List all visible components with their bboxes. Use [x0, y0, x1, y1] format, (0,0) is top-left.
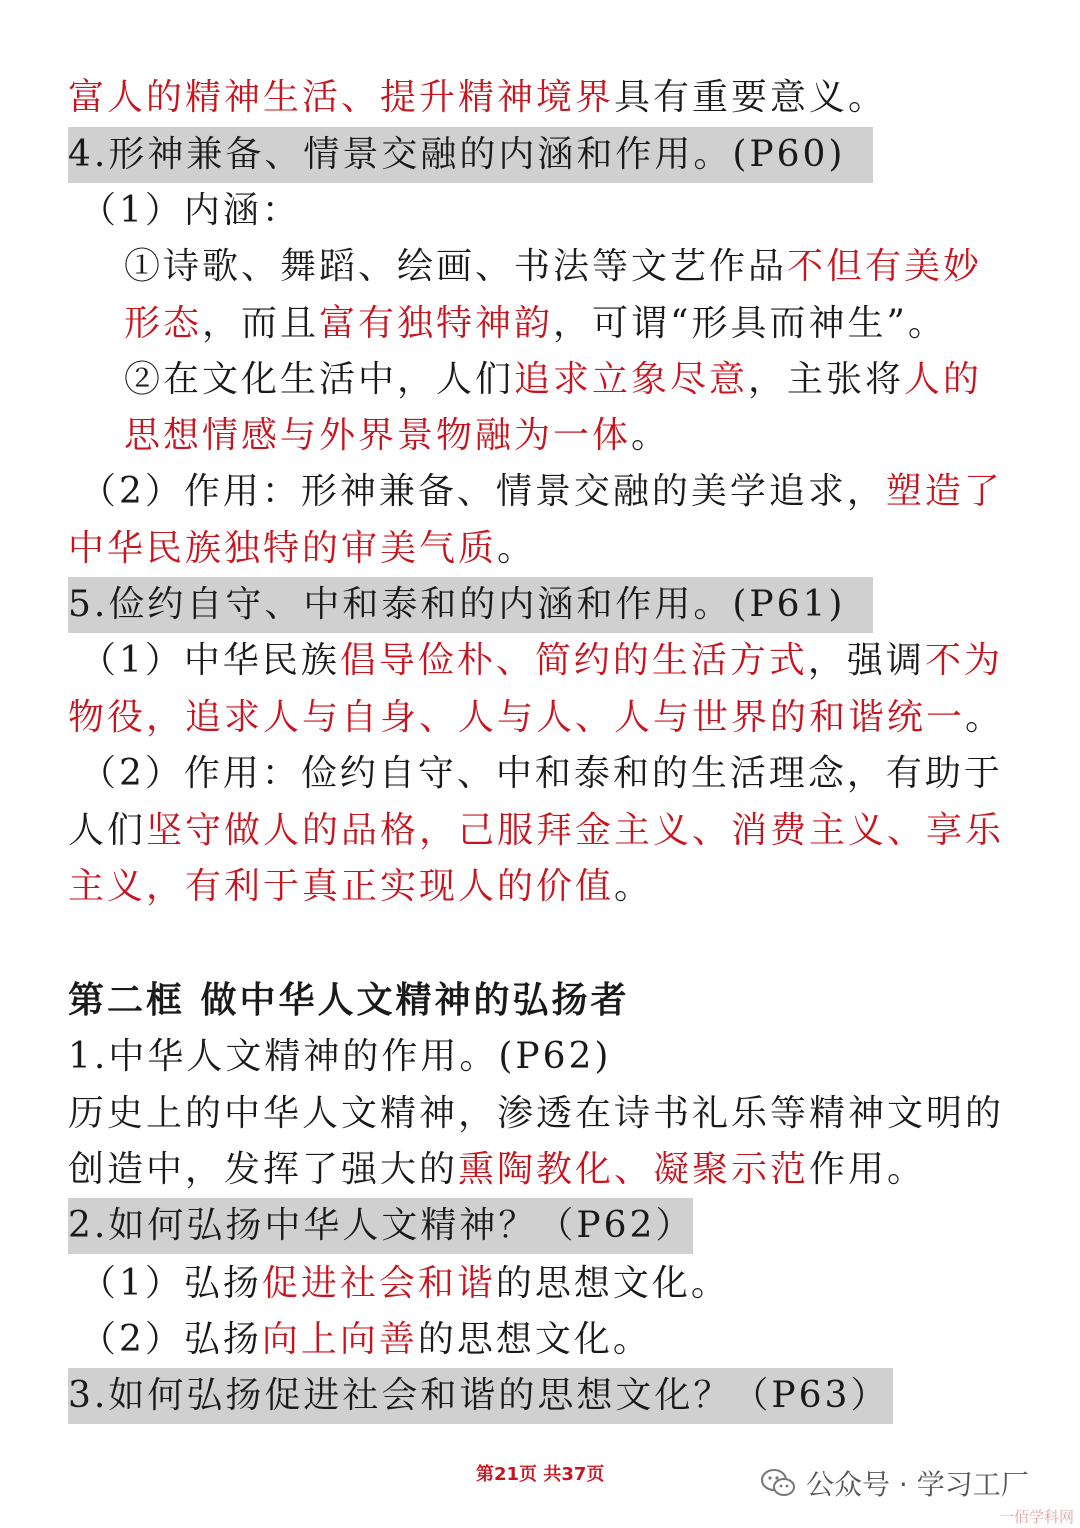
text-line	[80, 1256, 730, 1312]
text-segment: 3.如何弘扬促进社会和谐的思想文化？（P63）	[68, 1375, 890, 1416]
text-segment: 的思想文化。	[495, 1263, 730, 1304]
key-phrase: 富有独特神韵	[319, 303, 554, 344]
text-line	[68, 521, 536, 577]
text-line	[68, 70, 887, 126]
text-segment: 4.形神兼备、情景交融的内涵和作用。(P60)	[68, 134, 846, 175]
text-segment: ，可谓“形具而神生”。	[553, 303, 947, 344]
key-phrase: 不但有美妙	[787, 246, 983, 287]
text-line	[68, 973, 630, 1029]
text-line	[80, 183, 301, 239]
watermark-text: 公众号 · 学习工厂	[806, 1468, 1029, 1501]
page-number: 第21页 共37页	[476, 1464, 605, 1485]
text-segment: 人们	[68, 810, 147, 851]
text-line	[68, 1086, 1004, 1142]
text-segment: （1）弘扬	[80, 1263, 262, 1304]
key-phrase: 熏陶教化、凝聚示范	[458, 1149, 810, 1190]
text-segment: ，主张将	[748, 359, 905, 400]
text-line	[80, 1312, 652, 1368]
text-line	[80, 746, 1003, 802]
text-line	[80, 464, 1003, 520]
text-segment: （2）作用：俭约自守、中和泰和的生活理念，有助于	[80, 753, 1003, 794]
key-phrase: 促进社会和谐	[261, 1263, 496, 1304]
key-phrase: 富人的精神生活、提升精神境界	[68, 77, 615, 118]
text-segment: 1.中华人文精神的作用。(P62)	[68, 1036, 612, 1077]
text-segment: （2）作用：形神兼备、情景交融的美学追求，	[80, 471, 886, 512]
watermark	[760, 1463, 1029, 1503]
text-segment: 。	[614, 866, 654, 907]
text-segment: ，而且	[202, 303, 320, 344]
key-phrase: 倡导俭朴、简约的生活方式	[339, 640, 808, 681]
text-segment: 。	[965, 697, 1005, 738]
text-segment: 作用。	[809, 1149, 927, 1190]
text-segment: 2.如何弘扬中华人文精神？（P62）	[68, 1205, 695, 1246]
text-line	[68, 577, 873, 633]
text-line	[68, 127, 873, 183]
wechat-icon	[760, 1468, 796, 1498]
key-phrase: 向上向善	[261, 1319, 418, 1360]
text-segment: 创造中，发挥了强大的	[68, 1149, 459, 1190]
key-phrase: 形态	[124, 303, 203, 344]
text-line	[68, 1198, 693, 1254]
text-segment: 5.俭约自守、中和泰和的内涵和作用。(P61)	[68, 584, 846, 625]
text-line	[68, 1368, 893, 1424]
key-phrase: 追求立象尽意	[514, 359, 749, 400]
text-line	[68, 1142, 926, 1198]
text-segment: 历史上的中华人文精神，渗透在诗书礼乐等精神文明的	[68, 1093, 1005, 1134]
key-phrase: 人的	[904, 359, 983, 400]
text-segment: （1）中华民族	[80, 640, 340, 681]
text-line	[68, 803, 1004, 859]
text-line	[124, 296, 947, 352]
text-segment: ①诗歌、舞蹈、绘画、书法等文艺作品	[124, 246, 788, 287]
text-line	[68, 859, 653, 915]
text-segment: 。	[631, 415, 671, 456]
text-line	[68, 1029, 611, 1085]
text-line	[124, 408, 670, 464]
corner-watermark: 一佰学科网	[998, 1508, 1074, 1526]
key-phrase: 不为	[924, 640, 1003, 681]
text-line	[124, 239, 982, 295]
key-phrase: 中华民族独特的审美气质	[68, 528, 498, 569]
text-segment: 。	[497, 528, 537, 569]
text-line	[80, 633, 1003, 689]
text-segment: （1）内涵：	[80, 190, 301, 231]
text-line	[68, 690, 1004, 746]
text-segment: ，强调	[807, 640, 925, 681]
text-segment: 具有重要意义。	[614, 77, 888, 118]
key-phrase: 思想情感与外界景物融为一体	[124, 415, 632, 456]
text-segment: ②在文化生活中，人们	[124, 359, 515, 400]
key-phrase: 主义，有利于真正实现人的价值	[68, 866, 615, 907]
text-segment: （2）弘扬	[80, 1319, 262, 1360]
text-segment: 第二框 做中华人文精神的弘扬者	[68, 980, 630, 1021]
text-line	[124, 352, 982, 408]
text-segment: 的思想文化。	[417, 1319, 652, 1360]
key-phrase: 物役，追求人与自身、人与人、人与世界的和谐统一	[68, 697, 966, 738]
key-phrase: 坚守做人的品格，己服拜金主义、消费主义、享乐	[146, 810, 1005, 851]
key-phrase: 塑造了	[885, 471, 1003, 512]
